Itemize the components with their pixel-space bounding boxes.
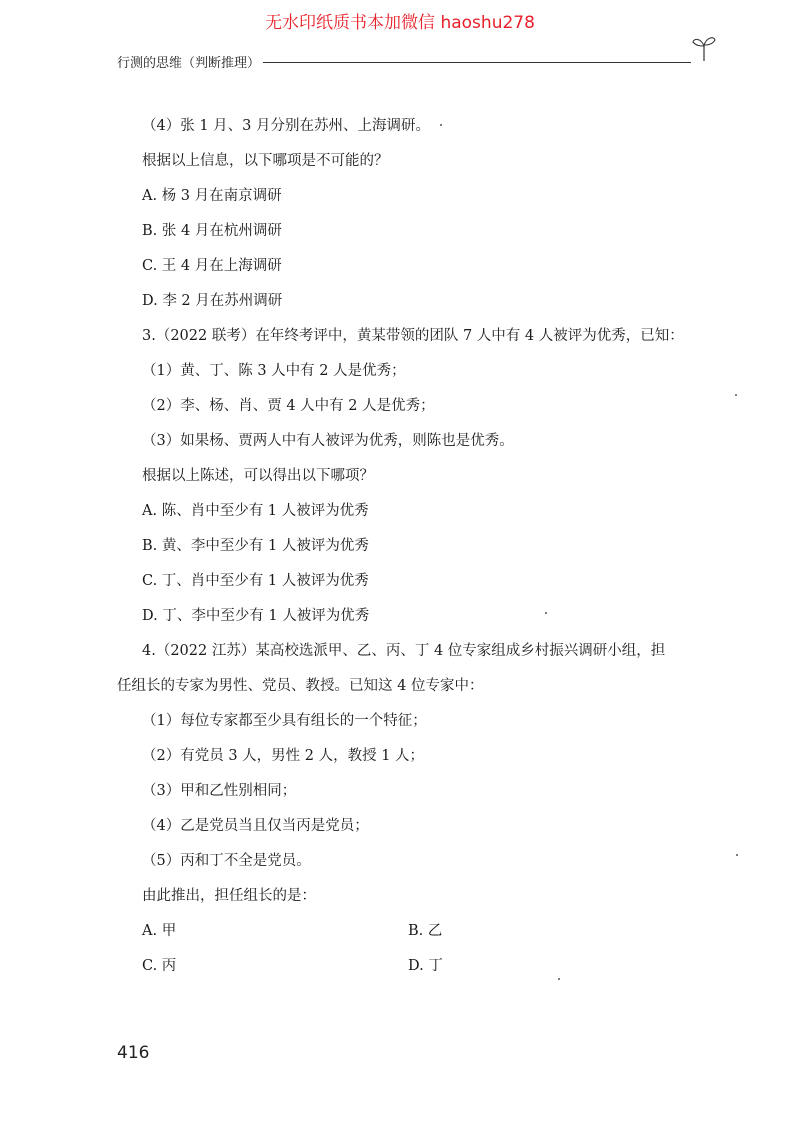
header-title: 行测的思维（判断推理） <box>117 56 261 71</box>
q3-option-b: B. 黄、李中至少有 1 人被评为优秀 <box>142 538 369 554</box>
q4-condition-5: （5）丙和丁不全是党员。 <box>142 853 311 869</box>
page-number: 416 <box>117 1043 150 1063</box>
scan-speck <box>558 978 560 980</box>
scan-speck <box>735 394 737 396</box>
option-b: B. 张 4 月在杭州调研 <box>142 223 282 239</box>
option-d: D. 李 2 月在苏州调研 <box>142 293 283 309</box>
q3-prompt: 根据以上陈述，可以得出以下哪项？ <box>142 468 374 484</box>
option-a: A. 杨 3 月在南京调研 <box>142 188 282 204</box>
q4-condition-1: （1）每位专家都至少具有组长的一个特征； <box>142 713 427 729</box>
q3-condition-2: （2）李、杨、肖、贾 4 人中有 2 人是优秀； <box>142 398 435 414</box>
scan-speck <box>736 854 738 856</box>
q4-option-d: D. 丁 <box>408 958 443 974</box>
q4-option-b: B. 乙 <box>408 923 443 939</box>
option-c: C. 王 4 月在上海调研 <box>142 258 282 274</box>
q3-option-d: D. 丁、李中至少有 1 人被评为优秀 <box>142 608 370 624</box>
sprout-icon <box>691 34 717 62</box>
q3-option-a: A. 陈、肖中至少有 1 人被评为优秀 <box>142 503 369 519</box>
question-prompt: 根据以上信息，以下哪项是不可能的？ <box>142 153 389 169</box>
watermark: 无水印纸质书本加微信 haoshu278 <box>265 13 535 33</box>
scan-speck <box>545 612 547 614</box>
q3-condition-1: （1）黄、丁、陈 3 人中有 2 人是优秀； <box>142 363 406 379</box>
q4-option-c: C. 丙 <box>142 958 177 974</box>
question-3-stem: 3.（2022 联考）在年终考评中，黄某带领的团队 7 人中有 4 人被评为优秀，已知： <box>142 328 684 344</box>
q4-condition-2: （2）有党员 3 人，男性 2 人，教授 1 人； <box>142 748 425 764</box>
q4-prompt: 由此推出，担任组长的是： <box>142 888 316 904</box>
q4-condition-4: （4）乙是党员当且仅当丙是党员； <box>142 818 369 834</box>
header-rule <box>263 62 691 63</box>
q4-condition-3: （3）甲和乙性别相同； <box>142 783 297 799</box>
question-4-stem-continued: 任组长的专家为男性、党员、教授。已知这 4 位专家中： <box>117 678 484 694</box>
q4-option-a: A. 甲 <box>142 923 177 939</box>
q3-option-c: C. 丁、肖中至少有 1 人被评为优秀 <box>142 573 369 589</box>
condition-4-line: （4）张 1 月、3 月分别在苏州、上海调研。 <box>142 118 431 134</box>
running-header <box>117 52 707 72</box>
question-4-stem: 4.（2022 江苏）某高校选派甲、乙、丙、丁 4 位专家组成乡村振兴调研小组，担 <box>142 643 666 659</box>
q3-condition-3: （3）如果杨、贾两人中有人被评为优秀，则陈也是优秀。 <box>142 433 514 449</box>
scan-speck <box>440 124 442 126</box>
